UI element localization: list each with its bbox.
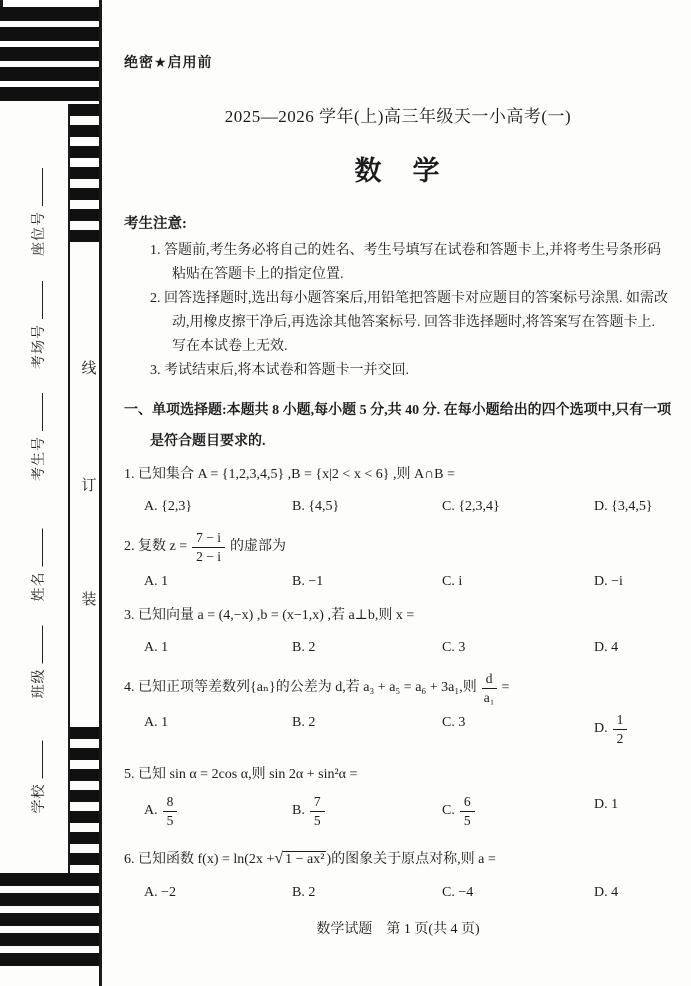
- question-stem: 5. 已知 sin α = 2cos α,则 sin 2α + sin²α =: [124, 767, 358, 783]
- option-b: B. 2: [292, 640, 316, 656]
- binding-char-ding: 订: [81, 478, 97, 494]
- notice-heading: 考生注意:: [124, 216, 187, 232]
- margin-field-class: [28, 626, 48, 699]
- barcode-stripes-top: [0, 7, 101, 104]
- options-row: [124, 882, 672, 904]
- radical-sign: √: [274, 850, 284, 868]
- fraction-numerator: d: [482, 671, 497, 689]
- option-c: C. i: [442, 574, 463, 590]
- option-d: D. 4: [594, 885, 619, 901]
- binding-line-rule: [68, 104, 70, 873]
- binding-char-xian: 线: [81, 361, 97, 377]
- question-2: [124, 530, 672, 593]
- question-3: [124, 605, 672, 659]
- margin-field-label: 班级: [32, 668, 47, 699]
- option-d: D. −i: [594, 574, 623, 590]
- fraction-denominator: 2: [616, 730, 624, 746]
- fraction-denominator: a₁: [483, 689, 495, 705]
- fraction: [163, 794, 178, 828]
- question-stem: [124, 671, 672, 705]
- stem-text: )的图象关于原点对称,则 a =: [326, 852, 496, 868]
- options-row: [124, 712, 672, 746]
- margin-field-candidate-number: [28, 393, 48, 481]
- option-c: C. 3: [442, 640, 466, 656]
- option-b: B. 2: [292, 715, 316, 731]
- question-stem: [124, 530, 672, 564]
- fraction: [613, 712, 628, 746]
- question-5: [124, 764, 672, 828]
- fill-in-blank-line: [39, 281, 43, 319]
- option-b: B. {4,5}: [292, 499, 340, 514]
- fraction: [310, 794, 325, 828]
- margin-field-label: 学校: [32, 783, 47, 814]
- fill-in-blank-line: [39, 741, 43, 779]
- radicand: 1 − ax²: [285, 852, 325, 868]
- option-a: A. {2,3}: [144, 499, 193, 514]
- option-label: D.: [594, 721, 608, 737]
- option-c: C. −4: [442, 885, 474, 901]
- fraction-denominator: 5: [463, 812, 471, 828]
- option-c: C. {2,3,4}: [442, 499, 500, 514]
- margin-field-seat-number: [28, 168, 48, 256]
- question-6: [124, 848, 672, 904]
- question-stem: 3. 已知向量 a = (4,−x) ,b = (x−1,x) ,若 a⊥b,则 x =: [124, 608, 415, 624]
- option-d: [594, 712, 672, 746]
- subject-title: 数 学: [354, 156, 442, 186]
- option-a: A. 1: [144, 640, 169, 656]
- fill-in-blank-line: [39, 168, 43, 206]
- fraction-denominator: 2 − i: [196, 548, 221, 564]
- stem-text: 的虚部为: [229, 539, 286, 555]
- security-notice: 绝密★启用前: [124, 56, 213, 71]
- option-c: [442, 794, 594, 828]
- option-b: [292, 794, 442, 828]
- fraction: [192, 530, 225, 564]
- stem-text: 2. 复数 z =: [124, 539, 188, 555]
- margin-field-label: 座位号: [32, 211, 47, 256]
- barcode-stripes-bottom: [0, 873, 101, 970]
- margin-field-label: 考场号: [32, 324, 47, 369]
- barcode-column-lower: [69, 727, 100, 865]
- question-4: [124, 671, 672, 746]
- fraction-numerator: 8: [163, 794, 178, 812]
- fraction: [482, 671, 497, 705]
- stem-text: 6. 已知函数 f(x) = ln(2x +: [124, 852, 275, 868]
- fraction-denominator: 5: [166, 812, 174, 828]
- binding-char-zhuang: 装: [81, 592, 97, 608]
- option-label: A.: [144, 803, 158, 819]
- margin-field-school: [28, 741, 48, 814]
- option-label: C.: [442, 803, 455, 819]
- page-footer: 数学试题 第 1 页(共 4 页): [316, 922, 480, 938]
- question-stem: [124, 848, 672, 871]
- fraction-numerator: 7: [310, 794, 325, 812]
- square-root: [274, 852, 326, 867]
- section-heading: 一、单项选择题:本题共 8 小题,每小题 5 分,共 40 分. 在每小题给出的四个选项中,只有一项是符合题目要求的.: [124, 403, 672, 449]
- option-b: B. −1: [292, 574, 324, 590]
- option-a: [144, 794, 292, 828]
- stem-text: 4. 已知正项等差数列{aₙ}的公差为 d,若 a₃ + a₅ = a₆ + 3a₁,则: [124, 680, 477, 696]
- options-row: [124, 571, 672, 593]
- notice-item: 2. 回答选择题时,选出每小题答案后,用铅笔把答题卡对应题目的答案标号涂黑. 如需改动,用橡皮擦干净后,再选涂其他答案标号. 回答非选择题时,将答案写在答题卡上. 写在本试卷上无效.: [150, 291, 668, 354]
- option-d: D. 1: [594, 797, 619, 813]
- options-row: [124, 496, 672, 518]
- fraction-numerator: 7 − i: [192, 530, 225, 548]
- option-b: B. 2: [292, 885, 316, 901]
- notice-list: [124, 239, 672, 383]
- margin-field-exam-room: [28, 281, 48, 369]
- stem-text: =: [501, 680, 510, 696]
- margin-field-name: [28, 529, 48, 602]
- fraction-numerator: 1: [613, 712, 628, 730]
- option-a: A. −2: [144, 885, 177, 901]
- fill-in-blank-line: [39, 626, 43, 664]
- options-row: [124, 794, 672, 828]
- option-d: D. {3,4,5}: [594, 499, 653, 514]
- barcode-column-upper: [69, 104, 100, 245]
- option-a: A. 1: [144, 574, 169, 590]
- question-1: [124, 464, 672, 518]
- exam-title: 2025—2026 学年(上)高三年级天一小高考(一): [224, 107, 572, 126]
- margin-field-label: 考生号: [32, 436, 47, 481]
- question-stem: 1. 已知集合 A = {1,2,3,4,5} ,B = {x|2 < x < 6} ,则 A∩B =: [124, 467, 455, 482]
- option-d: D. 4: [594, 640, 619, 656]
- fill-in-blank-line: [39, 393, 43, 431]
- margin-field-label: 姓名: [32, 571, 47, 602]
- fraction-denominator: 5: [313, 812, 321, 828]
- options-row: [124, 637, 672, 659]
- notice-item: 3. 考试结束后,将本试卷和答题卡一并交回.: [150, 363, 409, 378]
- content-area: [124, 0, 672, 938]
- fraction-numerator: 6: [460, 794, 475, 812]
- fill-in-blank-line: [39, 529, 43, 567]
- fraction: [460, 794, 475, 828]
- option-label: B.: [292, 803, 305, 819]
- option-c: C. 3: [442, 715, 466, 731]
- notice-item: 1. 答题前,考生务必将自己的姓名、考生号填写在试卷和答题卡上,并将考生号条形码粘贴在答题卡上的指定位置.: [150, 243, 661, 282]
- option-a: A. 1: [144, 715, 169, 731]
